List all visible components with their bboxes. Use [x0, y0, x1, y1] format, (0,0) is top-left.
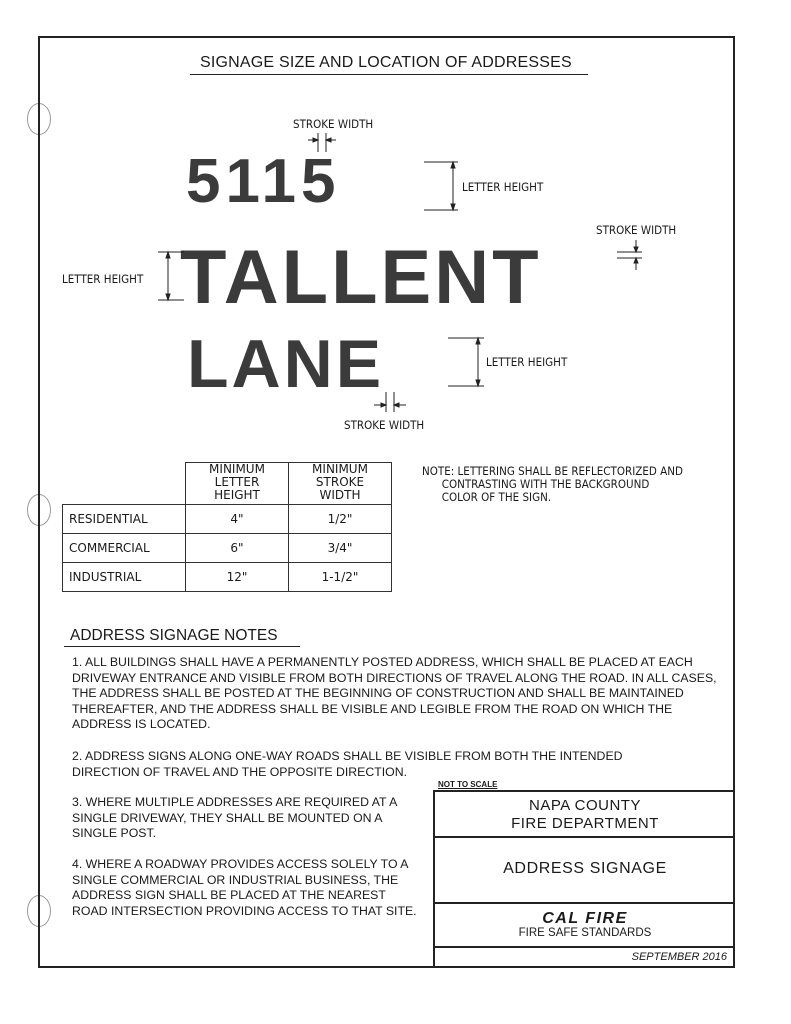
row-height: 12" — [186, 563, 289, 592]
agency-cell — [435, 792, 735, 838]
agency-line-1: NAPA COUNTY — [529, 797, 641, 814]
row-height: 4" — [186, 505, 289, 534]
title-block — [433, 790, 735, 968]
notes-heading: ADDRESS SIGNAGE NOTES — [70, 627, 278, 644]
row-stroke: 3/4" — [289, 534, 392, 563]
note-3: 3. WHERE MULTIPLE ADDRESSES ARE REQUIRED AT A SINGLE DRIVEWAY, THEY SHALL BE MOUNTED ON A SINGLE POST. — [72, 795, 397, 840]
date-cell — [435, 948, 735, 970]
table-row — [63, 563, 392, 592]
header-min-letter-height: MINIMUM LETTER HEIGHT — [186, 463, 289, 505]
table-header-row — [63, 463, 392, 505]
letter-height-label-number: LETTER HEIGHT — [462, 180, 544, 194]
letter-height-label-street: LETTER HEIGHT — [62, 272, 144, 286]
reflectorized-note: NOTE: LETTERING SHALL BE REFLECTORIZED AND CONTRASTING WITH THE BACKGROUND COLOR OF THE SIGN. — [422, 464, 683, 504]
issue-date: SEPTEMBER 2016 — [631, 951, 727, 963]
dimension-lines — [0, 0, 791, 470]
row-stroke: 1/2" — [289, 505, 392, 534]
row-stroke: 1-1/2" — [289, 563, 392, 592]
stroke-width-label-right: STROKE WIDTH — [596, 223, 677, 237]
sheet-title: ADDRESS SIGNAGE — [503, 860, 667, 877]
notes-heading-underline — [64, 646, 300, 647]
row-type: COMMERCIAL — [63, 534, 186, 563]
row-type: INDUSTRIAL — [63, 563, 186, 592]
table-row — [63, 534, 392, 563]
letter-height-label-suffix: LETTER HEIGHT — [486, 355, 568, 369]
row-type: RESIDENTIAL — [63, 505, 186, 534]
header-min-stroke-width: MINIMUM STROKE WIDTH — [289, 463, 392, 505]
signage-spec-table — [62, 462, 392, 592]
cal-fire-cell — [435, 904, 735, 948]
note-4: 4. WHERE A ROADWAY PROVIDES ACCESS SOLELY TO A SINGLE COMMERCIAL OR INDUSTRIAL BUSINESS, THE ADDRESS SIGN SHALL BE PLACED AT THE NEAREST ROAD INTERSECTION PROVIDING ACCESS TO THAT SITE. — [72, 857, 417, 918]
stroke-width-label-bottom: STROKE WIDTH — [344, 418, 425, 432]
street-suffix-sample: LANE — [187, 326, 385, 402]
agency-line-2: FIRE DEPARTMENT — [511, 815, 659, 832]
note-1: 1. ALL BUILDINGS SHALL HAVE A PERMANENTLY POSTED ADDRESS, WHICH SHALL BE PLACED AT EACH DRIVEWAY ENTRANCE AND VISIBLE FROM BOTH DIRECTIONS OF TRAVEL ALONG THE ROAD. IN ALL CASES, THE ADDRESS SHALL BE POSTED AT THE BEGINNING OF CONSTRUCTION AND SHALL BE MAINTAINED THEREAFTER, AND THE ADDRESS SHALL BE VISIBLE AND LEGIBLE FROM THE ROAD ON WHICH THE ADDRESS IS LOCATED. — [72, 655, 717, 731]
street-name-sample: TALLENT — [180, 235, 542, 320]
table-row — [63, 505, 392, 534]
fire-safe-standards: FIRE SAFE STANDARDS — [518, 927, 652, 939]
not-to-scale-label: NOT TO SCALE — [438, 780, 498, 789]
page-title: SIGNAGE SIZE AND LOCATION OF ADDRESSES — [200, 54, 572, 71]
address-number-sample: 5115 — [186, 147, 341, 216]
row-height: 6" — [186, 534, 289, 563]
sheet-title-cell — [435, 838, 735, 904]
cal-fire-logo-text: CAL FIRE — [542, 910, 628, 927]
stroke-width-label-top: STROKE WIDTH — [293, 117, 374, 131]
note-2: 2. ADDRESS SIGNS ALONG ONE-WAY ROADS SHALL BE VISIBLE FROM BOTH THE INTENDED DIRECTION OF TRAVEL AND THE OPPOSITE DIRECTION. — [72, 749, 623, 779]
